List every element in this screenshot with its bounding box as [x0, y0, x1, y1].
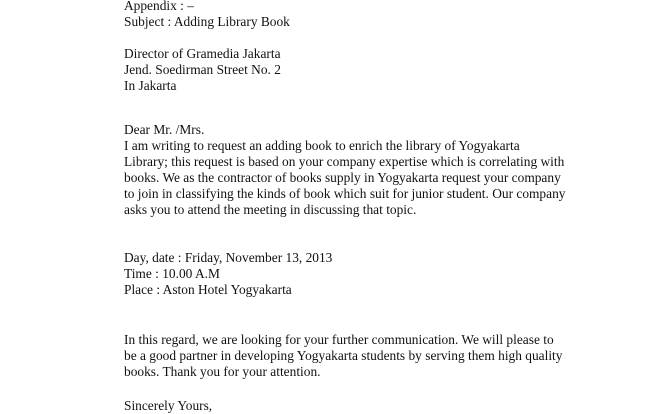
subject-line: Subject : Adding Library Book [124, 14, 290, 29]
letter-page [124, 0, 624, 414]
body-line: Library; this request is based on your company expertise which is correlating with [124, 154, 565, 169]
body-line: asks you to attend the meeting in discussing that topic. [124, 202, 417, 217]
recipient-name: Director of Gramedia Jakarta [124, 46, 281, 61]
appendix-line: Appendix : – [124, 0, 194, 13]
recipient-address [124, 46, 624, 94]
recipient-street: Jend. Soedirman Street No. 2 [124, 62, 281, 77]
closing-paragraph [124, 332, 624, 380]
meeting-date: Day, date : Friday, November 13, 2013 [124, 250, 333, 265]
recipient-city: In Jakarta [124, 78, 177, 93]
letter-header [124, 0, 624, 30]
meeting-time: Time : 10.00 A.M [124, 266, 220, 281]
meeting-place: Place : Aston Hotel Yogyakarta [124, 282, 292, 297]
closing-line: be a good partner in developing Yogyakarta students by serving them high quality [124, 348, 563, 363]
body-line: to join in classifying the kinds of book which suit for junior student. Our company [124, 186, 566, 201]
body-paragraph [124, 138, 624, 218]
body-line: I am writing to request an adding book to enrich the library of Yogyakarta [124, 138, 520, 153]
salutation: Dear Mr. /Mrs. [124, 122, 205, 137]
meeting-details [124, 250, 624, 298]
signoff: Sincerely Yours, [124, 398, 213, 413]
closing-line: books. Thank you for your attention. [124, 364, 321, 379]
body-line: books. We as the contractor of books supply in Yogyakarta request your company [124, 170, 561, 185]
closing-line: In this regard, we are looking for your further communication. We will please to [124, 332, 554, 347]
